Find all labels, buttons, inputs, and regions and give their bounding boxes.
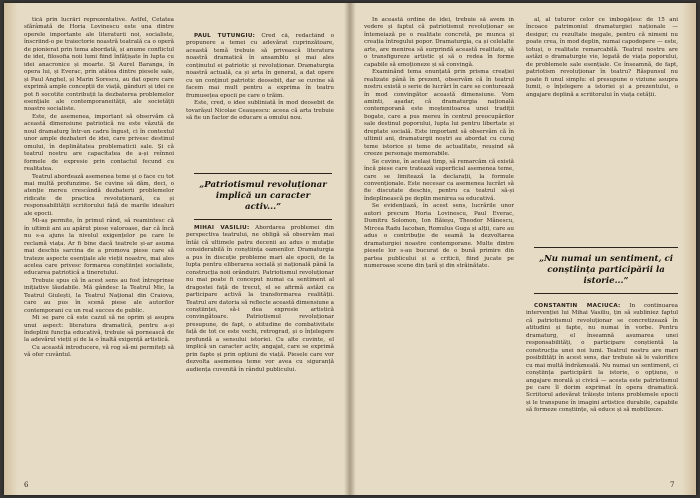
pull-quote-text: „Patriotismul revoluționar implică un caracter activ...” (199, 180, 327, 212)
paragraph: Este, de asemenea, important să observăm că această dimensiune patriotică nu este văzută de noul dramaturg într-un cadru îngust, ci în contextul unor ample dezbateri de idei, care privesc destinul omului, în deplinătatea problematicii sale. Și că teatrul nostru are capacitatea de a-și reînnoi formele de expresie prin contactul fecund cu realitatea. (24, 113, 174, 173)
paragraph: Abordarea problemei din perspectiva teatrului, ne obligă să observăm mai întâi că ultimele patru decenii au adus o mutație considerabilă în conștiința oamenilor. Dramaturgia a pus în discuție probleme mari ale epocii, de la lupta pentru eliberarea socială și națională până la construcția noii orânduiri. Patriotismul revoluționar nu mai poate fi conceput numai ca sentiment al dragostei față de trecut, el se afirmă astăzi ca participare activă la transformarea realității. Teatrul are datoria să reflecte această dimensiune a conștiinței, să-i dea expresie artistică convingătoare. Patriotismul revoluționar presupune, de fapt, o atitudine de combativitate față de tot ce este vechi, retrograd, și o înțelegere profundă a sensului istoriei. Cu alte cuvinte, el implică un caracter activ, angajat, care se exprimă prin fapte și prin opțiuni de viață. Piesele care vor dezvolta asemenea teme vor avea cu siguranță audiența cuvenită în rândul publicului. (186, 225, 334, 373)
left-column-1 (24, 17, 174, 479)
paragraph: Teatrul abordează asemenea teme și o face cu tot mai multă profunzime. Se cuvine să dăm, deci, o atenție mereu crescândă dezbaterii problemelor ridicate de practica revoluționară, ca și responsabilității scriitorului față de marile idealuri ale epocii. (24, 173, 174, 217)
paragraph: Examinând tema enunțată prin prisma creației realizate până în prezent, observăm că în teatrul nostru există o serie de lucrări în care se conturează în mod convingător această dimensiune. Vom aminti, așadar, că dramaturgia națională contemporană este moștenitoarea unei tradiții bogate, care a pus mereu în centrul preocupărilor sale destinul poporului, lupta lui pentru libertate și dreptate socială. Este important să observăm că în ultimii ani, dramaturgii noștri au abordat cu curaj teme istorice și teme de actualitate, reușind să creeze personaje memorabile. (364, 69, 514, 158)
right-column-2-bottom (526, 303, 678, 479)
magazine-spread (4, 3, 696, 495)
paragraph: Se cuvine, în același timp, să remarcăm că există încă piese care tratează superficial asemenea teme, care se limitează la declarații, la formule convenționale. Este necesar ca asemenea lucrări să fie discutate deschis, pentru ca teatrul să-și îndeplinească pe deplin menirea sa educativă. (364, 158, 514, 202)
page-number-right: 7 (670, 481, 675, 489)
pull-quote-text: „Nu numai un sentiment, ci conștiința participării la istorie...” (539, 254, 673, 286)
pull-quote (194, 173, 332, 220)
paragraph: Este, cred, o idee subliniată în mod deosebit de tovarășul Nicolae Ceaușescu: aceea că arta trebuie să fie un factor de educare a omului nou. (186, 100, 334, 121)
page-number-left: 6 (24, 481, 29, 489)
paragraph: Se evidențiază, în acest sens, lucrările unor autori precum Horia Lovinescu, Paul Everac, Dumitru Solomon, Ion Băieșu, Theodor Mănescu, Mircea Radu Iacoban, Romulus Guga și alții, care au adus o contribuție de seamă la dezvoltarea dramaturgiei noastre contemporane. Multe dintre piesele lor s-au bucurat de o bună primire din partea publicului și a criticii, fiind jucate pe numeroase scene din țară și din străinătate. (364, 203, 514, 269)
left-column-2-top (186, 33, 334, 159)
left-page (4, 3, 350, 495)
right-column-2-top (526, 17, 678, 193)
paragraph: În continuarea intervenției lui Mihai Vasiliu, țin să subliniez faptul că patriotismul revoluționar se concretizează în atitudini și fapte, nu numai în vorbe. Pentru dramaturg, el înseamnă asumarea unei responsabilități, o participare conștientă la construcția unei noi lumi. Teatrul nostru are mari posibilități în acest sens, dar trebuie să le valorifice cu mai multă îndrăzneală. Nu numai un sentiment, ci conștiința participării la istorie, o opțiune, o angajare morală și civică — acesta este patriotismul pe care îl dorim exprimat în opera dramatică. Scriitorul adevărat trăiește intens problemele epocii și le transpune în imagini artistice durabile, capabile să formeze conștiințe, să educe și să mobilizeze. (526, 303, 678, 414)
paragraph: Mi-aș permite, în primul rând, să reamintesc că în ultimii ani au apărut piese valoroase, dar că încă nu s-a ajuns la nivelul exigențelor pe care le reclamă viața. Ar fi bine dacă teatrele și-ar asuma mai deschis sarcina de a promova piese care să trateze aspecte esențiale ale vieții noastre, mai ales acelea care privesc formarea conștiinței socialiste, educarea patriotică a tineretului. (24, 218, 174, 277)
paragraph: Cred că, redactând o propunere a temei cu adevărat cuprinzătoare, această temă trebuie să privească literatura noastră dramatică în ansamblu și mai ales conținutul ei patriotic și revoluționar. Dramaturgia noastră actuală, ca și arta în general, a dat opere cu un conținut patriotic deosebit, dar se cuvine să facem mai mult pentru a exprima în teatru frumusețea epocii pe care o trăim. (186, 33, 334, 99)
left-column-2-bottom (186, 225, 334, 479)
paragraph: al, al tuturor celor ce îmbogățesc de 15 ani încoace patrimoniul dramaturgiei naționale — desigur, cu rezultate inegale, pentru că nimeni nu poate crea, în mod deplin, numai capodopere — este, totuși, o realitate remarcabilă. Teatrul nostru are astăzi o dramaturgie vie, legată de viața poporului, de problemele sale esențiale. Ce înseamnă, de fapt, patriotism revoluționar în teatru? Răspunsul nu poate fi unul simplu: el presupune o viziune asupra lumii, o înțelegere a istoriei și a prezentului, o angajare deplină a scriitorului în viața cetății. (526, 17, 678, 98)
paragraph: tică prin lucrări reprezentative. Astfel, Cetatea sfărâmată de Horia Lovinescu este una dintre operele importante ale literaturii noi, socialiste, înscriind-o pe traiectorie noastră teatrală ca o operă de pionierat prin tema abordată, și anume conflictul de idei, filosofia noii lumi fiind înfățișate în lupta cu idei anacronice și moarte. Și Aurel Baranga, în opera lui, și Everac, prin atâtea dintre piesele sale, și Paul Anghel, și Marin Sorescu, au dat opere care exprimă ample concepții de viață, gânduri și idei ce pot fi socotite contribuții la dezbaterea problemelor esențiale ale contemporaneității, ale societății noastre socialiste. (24, 17, 174, 113)
speaker-name: CONSTANTIN MĂCIUCĂ: (534, 303, 621, 309)
right-page (350, 3, 696, 495)
right-column-1 (364, 17, 514, 479)
speaker-name: MIHAI VASILIU: (194, 225, 250, 231)
paragraph: Cu această introducere, vă rog să-mi permiteți să vă ofer cuvântul. (24, 344, 174, 359)
paragraph: Mi se pare că este cazul să ne oprim și asupra unui aspect: literatura dramatică, pentru a-și îndeplini funcția educativă, trebuie să pornească de la adevărul vieții și de la o înaltă exigență artistică. (24, 315, 174, 344)
paragraph: Trebuie spus că în acest sens au fost întreprinse inițiative lăudabile. Mă gândesc la Teatrul Mic, la Teatrul Giulești, la Teatrul Național din Craiova, care au pus în scenă piese ale autorilor contemporani cu un real succes de public. (24, 277, 174, 314)
pull-quote (534, 247, 678, 294)
paragraph: În această ordine de idei, trebuie să avem în vedere și faptul că patriotismul revoluționar se întemeiază pe o realitate concretă, pe munca și creația întregului popor. Dramaturgia, ca și celelalte arte, are menirea să surprindă această realitate, să o transfigureze artistic și să o redea în forme capabile să emoționeze și să convingă. (364, 17, 514, 68)
speaker-name: PAUL TUTUNGIU: (194, 33, 256, 39)
